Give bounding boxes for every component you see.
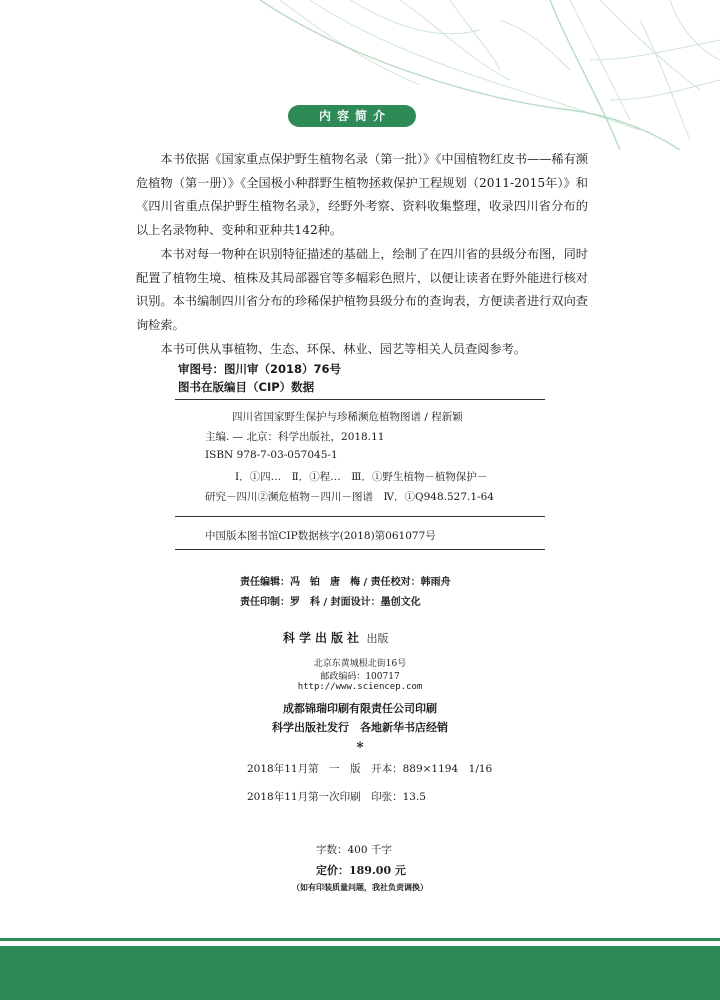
cip-line-1: 四川省国家野生保护与珍稀濒危植物图谱 / 程新颖 [232, 411, 463, 423]
footer-stripes [0, 938, 720, 1000]
credits-production: 责任印制：罗 科 / 封面设计：墨创文化 [240, 597, 421, 608]
summary-paragraph-3: 本书可供从事植物、生态、环保、林业、园艺等相关人员查阅参考。 [160, 341, 527, 356]
publisher-address: 北京东黄城根北街16号 [313, 659, 407, 669]
footer-stripe-band [0, 946, 720, 1000]
credits-editors: 责任编辑：冯 铂 唐 梅 / 责任校对：韩雨舟 [240, 577, 451, 588]
cip-line-2: 主编. — 北京：科学出版社，2018.11 [205, 431, 385, 443]
cip-middle-rule [175, 516, 545, 517]
cip-top-rule [175, 399, 545, 400]
edition-info: 2018年11月第 一 版 开本：889×1194 1/16 [247, 763, 493, 775]
cip-data-number: 中国版本图书馆CIP数据核字(2018)第061077号 [205, 530, 436, 542]
summary-paragraph-2: 本书对每一物种在识别特征描述的基础上，绘制了在四川省的县级分布图，同时配置了植物生境、植株及其局部器官等多幅彩色照片，以便让读者在野外能进行核对识别。本书编制四川省分布的珍稀保护植物县级分布的查询表，方便读者进行双向查询检索。 [136, 246, 588, 332]
cip-line-3: ISBN 978-7-03-057045-1 [205, 449, 338, 461]
separator-asterisk: * [356, 740, 364, 756]
leaf-decoration [250, 0, 720, 150]
summary-badge: 内容简介 [288, 105, 416, 127]
cip-bottom-rule [175, 549, 545, 550]
cip-title: 图书在版编目（CIP）数据 [178, 380, 315, 394]
word-count: 字数：400 千字 [316, 844, 392, 856]
printing-info: 2018年11月第一次印刷 印张：13.5 [247, 791, 426, 803]
summary-paragraph-1: 本书依据《国家重点保护野生植物名录（第一批）》《中国植物红皮书——稀有濒危植物（第一册）》《全国极小种群野生植物拯救保护工程规划（2011-2015年）》和《四川省重点保护野生植物名录》，经野外考察、资料收集整理，收录四川省分布的以上名录物种、变种和亚种共142种。 [136, 152, 588, 238]
publisher-logo: 科学出版社 [283, 631, 364, 645]
publisher-line [283, 629, 389, 646]
cip-line-5: 研究－四川②濒危植物－四川－图谱 Ⅳ．①Q948.527.1-64 [205, 491, 494, 503]
footer-stripe-thin [0, 938, 720, 941]
printer-name: 成都锦瑞印刷有限责任公司印刷 [283, 702, 437, 715]
distribution-info: 科学出版社发行 各地新华书店经销 [272, 721, 448, 734]
cip-line-4: Ⅰ．①四… Ⅱ．①程… Ⅲ．①野生植物－植物保护－ [235, 471, 488, 483]
quality-notice: （如有印装质量问题，我社负责调换） [292, 882, 428, 892]
publisher-suffix: 出版 [366, 632, 389, 645]
summary-text [136, 148, 588, 361]
publisher-postcode: 邮政编码：100717 [320, 672, 400, 682]
price: 定价：189.00 元 [316, 864, 406, 877]
map-review-number: 审图号：图川审（2018）76号 [178, 362, 342, 376]
publisher-website: http://www.sciencep.com [297, 682, 423, 692]
